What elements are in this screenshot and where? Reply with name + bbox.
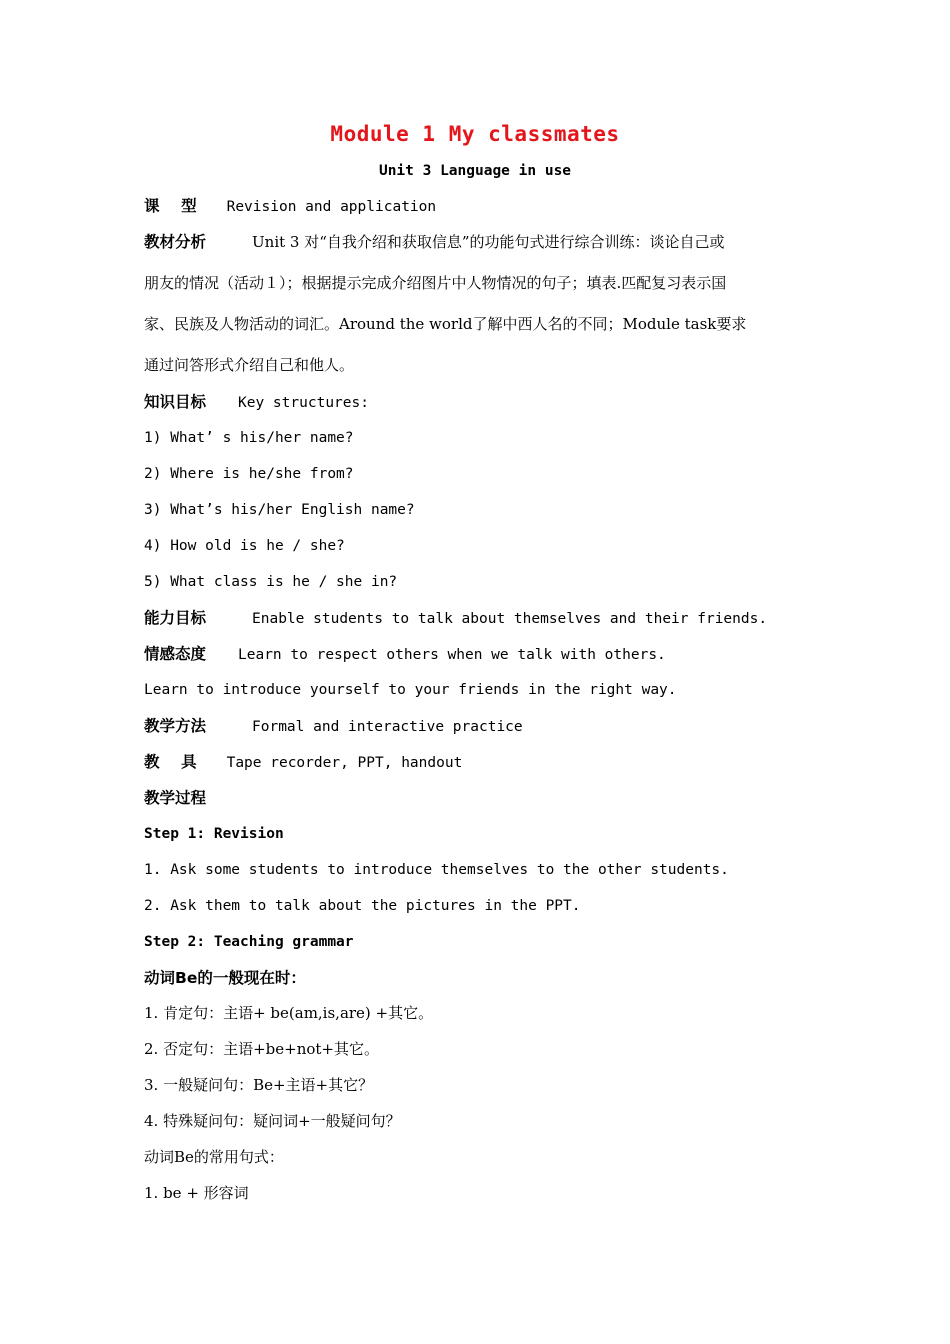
emotion-value: Learn to respect others when we talk with others. (238, 647, 666, 663)
analysis-line-1: Unit 3 对“自我介绍和获取信息”的功能句式进行综合训练：谈论自己或 (252, 233, 725, 251)
step1-item: 2. Ask them to talk about the pictures in the PPT. (144, 898, 581, 914)
ability-value: Enable students to talk about themselves and their friends. (252, 611, 768, 627)
course-type-label: 课 型 (144, 197, 197, 215)
document-subtitle: Unit 3 Language in use (378, 163, 572, 179)
knowledge-item: 1) What’ s his/her name? (144, 430, 354, 446)
analysis-line-2: 朋友的情况（活动１）；根据提示完成介绍图片中人物情况的句子；填表.匹配复习表示国 (144, 274, 727, 292)
grammar-item: 3. 一般疑问句：Be+主语+其它？ (144, 1076, 374, 1094)
method-value: Formal and interactive practice (252, 719, 523, 735)
course-type-value: Revision and application (226, 199, 437, 215)
emotion-line-2: Learn to introduce yourself to your friends in the right way. (144, 682, 677, 698)
tools-row (144, 752, 462, 773)
knowledge-item: 3) What’s his/her English name? (144, 502, 415, 518)
analysis-line-4: 通过问答形式介绍自己和他人。 (144, 356, 355, 374)
step1-heading: Step 1: Revision (144, 826, 284, 842)
grammar-item: 2. 否定句：主语+be+not+其它。 (144, 1040, 379, 1058)
emotion-label: 情感态度 (144, 645, 207, 663)
grammar-title: 动词Be的一般现在时： (144, 969, 306, 987)
knowledge-value: Key structures: (238, 395, 369, 411)
knowledge-row (144, 392, 369, 413)
grammar-item: 4. 特殊疑问句：疑问词+一般疑问句？ (144, 1112, 401, 1130)
course-type-row (144, 196, 436, 217)
method-row (144, 716, 523, 737)
method-label: 教学方法 (144, 717, 207, 735)
knowledge-item: 4) How old is he / she? (144, 538, 345, 554)
ability-label: 能力目标 (144, 609, 207, 627)
step2-heading: Step 2: Teaching grammar (144, 934, 354, 950)
document-title: Module 1 My classmates (330, 122, 620, 146)
tools-value: Tape recorder, PPT, handout (226, 755, 463, 771)
knowledge-item: 2) Where is he/she from? (144, 466, 354, 482)
analysis-row-1 (144, 232, 725, 252)
step1-item: 1. Ask some students to introduce themselves to the other students. (144, 862, 729, 878)
emotion-row (144, 644, 666, 665)
common-title: 动词Be的常用句式： (144, 1148, 284, 1166)
process-label: 教学过程 (144, 789, 207, 807)
common-item: 1. be + 形容词 (144, 1184, 249, 1202)
knowledge-label: 知识目标 (144, 393, 207, 411)
analysis-line-3: 家、民族及人物活动的词汇。Around the world了解中西人名的不同；Module task要求 (144, 315, 747, 333)
knowledge-item: 5) What class is he / she in? (144, 574, 398, 590)
ability-row (144, 608, 767, 629)
analysis-label: 教材分析 (144, 233, 207, 251)
grammar-item: 1. 肯定句：主语+ be(am,is,are) +其它。 (144, 1004, 434, 1022)
tools-label: 教 具 (144, 753, 197, 771)
